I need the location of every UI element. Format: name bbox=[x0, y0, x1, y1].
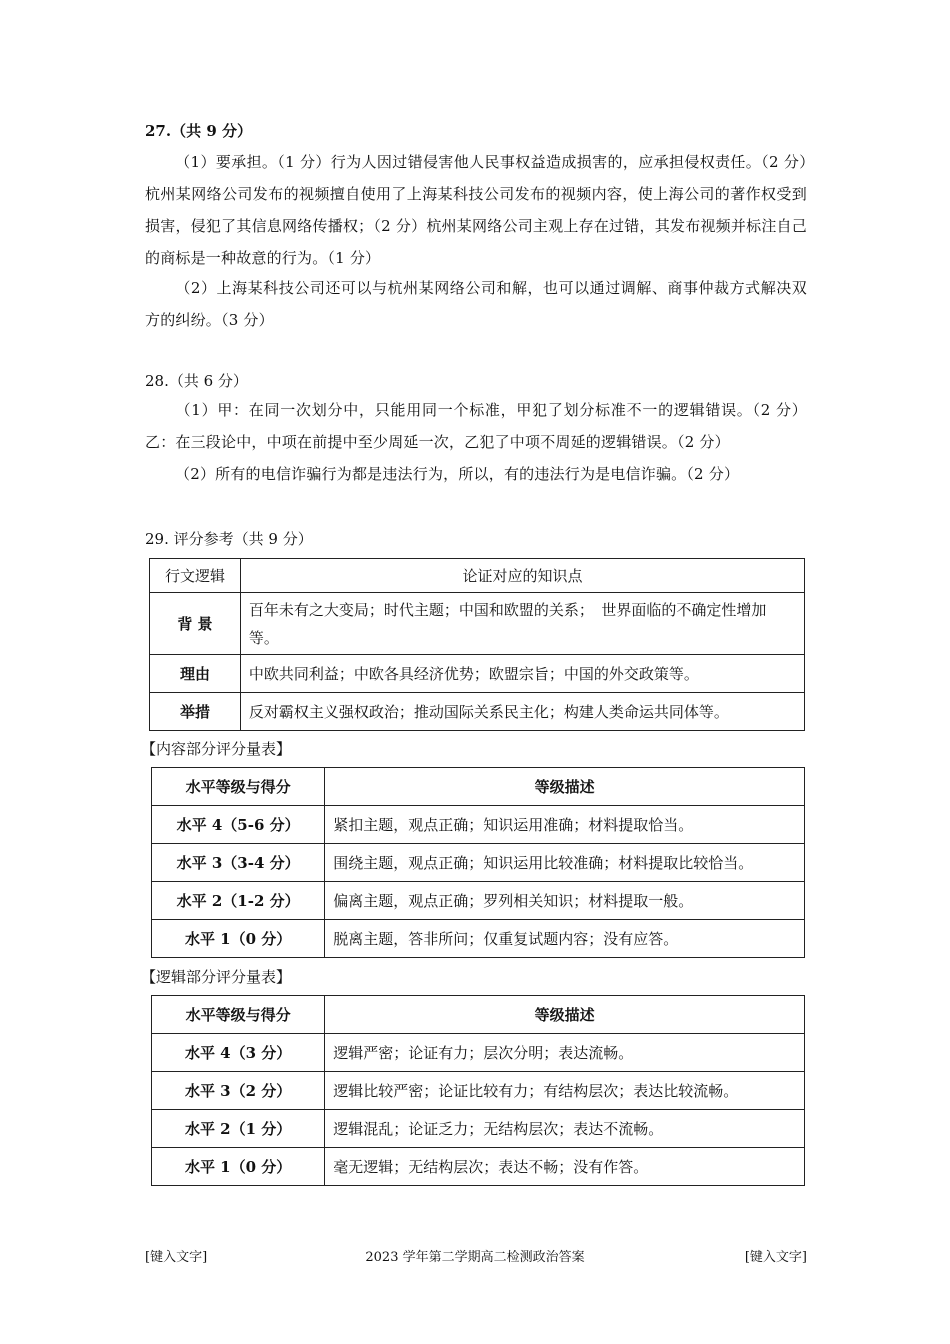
table-header-cell: 行文逻辑 bbox=[150, 559, 241, 593]
table-row bbox=[152, 1072, 805, 1110]
table-row bbox=[152, 1148, 805, 1186]
table-cell: 毫无逻辑；无结构层次；表达不畅；没有作答。 bbox=[325, 1148, 805, 1186]
table-cell: 理由 bbox=[150, 655, 241, 693]
table-cell: 逻辑严密；论证有力；层次分明；表达流畅。 bbox=[325, 1034, 805, 1072]
content-scale-table bbox=[151, 767, 805, 958]
footer-center: 2023 学年第二学期高二检测政治答案 bbox=[365, 1250, 585, 1265]
table-row bbox=[152, 1110, 805, 1148]
table-row bbox=[150, 593, 805, 655]
table-row bbox=[152, 1034, 805, 1072]
table-row bbox=[152, 882, 805, 920]
table-row bbox=[152, 768, 805, 806]
table-header-cell: 等级描述 bbox=[325, 996, 805, 1034]
table-cell: 背 景 bbox=[150, 593, 241, 655]
table-row bbox=[150, 559, 805, 593]
q28-part1 bbox=[145, 394, 807, 458]
table-header-cell: 水平等级与得分 bbox=[152, 768, 325, 806]
q27-part2-text: （2）上海某科技公司还可以与杭州某网络公司和解，也可以通过调解、商事仲裁方式解决双方的纠纷。（3 分） bbox=[145, 279, 807, 329]
table-row bbox=[152, 806, 805, 844]
table-row bbox=[150, 655, 805, 693]
q27-title: 27.（共 9 分） bbox=[145, 122, 252, 140]
table-row bbox=[150, 693, 805, 731]
table-cell: 偏离主题，观点正确；罗列相关知识；材料提取一般。 bbox=[325, 882, 805, 920]
q27-part1-text: （1）要承担。（1 分）行为人因过错侵害他人民事权益造成损害的，应承担侵权责任。（2 分）杭州某网络公司发布的视频擅自使用了上海某科技公司发布的视频内容，使上海公司的著作权受到损害，侵犯了其信息网络传播权；（2 分）杭州某网络公司主观上存在过错，其发布视频并标注自己的商标是一种故意的行为。（1 分） bbox=[145, 153, 807, 267]
table-row bbox=[152, 996, 805, 1034]
q27-part1 bbox=[145, 146, 807, 274]
table-cell: 逻辑混乱；论证乏力；无结构层次；表达不流畅。 bbox=[325, 1110, 805, 1148]
table-cell: 水平 4（5-6 分） bbox=[152, 806, 325, 844]
logic-scale-table bbox=[151, 995, 805, 1186]
table-cell: 百年未有之大变局；时代主题；中国和欧盟的关系； 世界面临的不确定性增加等。 bbox=[240, 593, 804, 655]
table-header-cell: 论证对应的知识点 bbox=[240, 559, 804, 593]
table-cell: 水平 2（1 分） bbox=[152, 1110, 325, 1148]
table-row bbox=[152, 920, 805, 958]
table-cell: 水平 1（0 分） bbox=[152, 1148, 325, 1186]
table-cell: 中欧共同利益；中欧各具经济优势；欧盟宗旨；中国的外交政策等。 bbox=[240, 655, 804, 693]
table-cell: 水平 3（2 分） bbox=[152, 1072, 325, 1110]
table-row bbox=[152, 844, 805, 882]
table-cell: 围绕主题，观点正确；知识运用比较准确；材料提取比较恰当。 bbox=[325, 844, 805, 882]
table-header-cell: 水平等级与得分 bbox=[152, 996, 325, 1034]
footer-left: [键入文字] bbox=[145, 1250, 208, 1265]
table-header-cell: 等级描述 bbox=[325, 768, 805, 806]
q28-part1-text: （1）甲：在同一次划分中，只能用同一个标准，甲犯了划分标准不一的逻辑错误。（2 分）乙：在三段论中，中项在前提中至少周延一次，乙犯了中项不周延的逻辑错误。（2 分） bbox=[145, 401, 807, 451]
logic-knowledge-table bbox=[149, 558, 805, 731]
q27-part2 bbox=[145, 272, 807, 336]
table-cell: 举措 bbox=[150, 693, 241, 731]
table-cell: 逻辑比较严密；论证比较有力；有结构层次；表达比较流畅。 bbox=[325, 1072, 805, 1110]
table-cell: 水平 3（3-4 分） bbox=[152, 844, 325, 882]
logic-scale-label: 【逻辑部分评分量表】 bbox=[141, 968, 292, 986]
footer-right: [键入文字] bbox=[744, 1250, 807, 1265]
table-cell: 紧扣主题，观点正确；知识运用准确；材料提取恰当。 bbox=[325, 806, 805, 844]
table-cell: 反对霸权主义强权政治；推动国际关系民主化；构建人类命运共同体等。 bbox=[240, 693, 804, 731]
content-scale-label: 【内容部分评分量表】 bbox=[141, 740, 292, 758]
table-cell: 水平 4（3 分） bbox=[152, 1034, 325, 1072]
q28-part2-text: （2）所有的电信诈骗行为都是违法行为，所以，有的违法行为是电信诈骗。（2 分） bbox=[175, 465, 740, 483]
q29-title: 29. 评分参考（共 9 分） bbox=[145, 530, 313, 548]
table-cell: 水平 2（1-2 分） bbox=[152, 882, 325, 920]
q28-title: 28.（共 6 分） bbox=[145, 372, 248, 390]
table-cell: 水平 1（0 分） bbox=[152, 920, 325, 958]
q28-part2 bbox=[145, 458, 807, 490]
table-cell: 脱离主题，答非所问；仅重复试题内容；没有应答。 bbox=[325, 920, 805, 958]
